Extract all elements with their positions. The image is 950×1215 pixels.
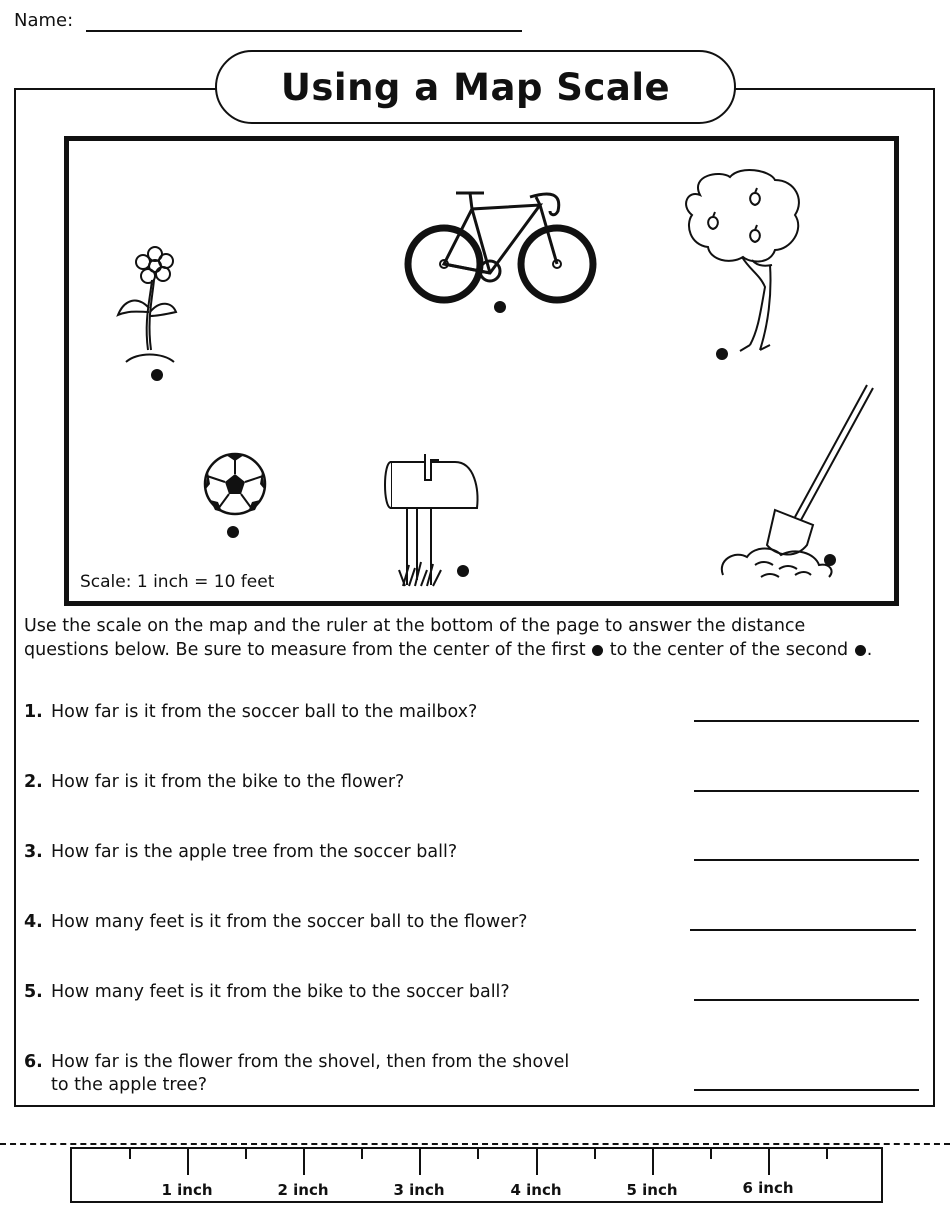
question-number: 5. (24, 982, 43, 1002)
question-text: How far is the flower from the shovel, then from the shovel (51, 1052, 570, 1072)
question-6 (24, 1051, 569, 1097)
answer-line-3[interactable] (694, 859, 919, 861)
ruler-half-tick (129, 1149, 131, 1159)
soccer-ball-icon (200, 452, 270, 542)
answer-line-5[interactable] (694, 999, 919, 1001)
ruler[interactable] (70, 1147, 883, 1203)
ruler-inch-tick (419, 1149, 421, 1175)
question-text: How far is it from the soccer ball to the mailbox? (51, 702, 478, 722)
ruler-half-tick (477, 1149, 479, 1159)
shovel-icon (715, 385, 845, 585)
question-number: 4. (24, 912, 43, 932)
question-number: 3. (24, 842, 43, 862)
mailbox-icon (385, 450, 485, 590)
cut-line (0, 1143, 950, 1145)
ruler-half-tick (594, 1149, 596, 1159)
ruler-half-tick (245, 1149, 247, 1159)
question-3 (24, 841, 457, 864)
question-text: How far is the apple tree from the soccer ball? (51, 842, 458, 862)
name-label: Name: (14, 10, 74, 31)
name-field[interactable] (86, 30, 522, 32)
question-number: 6. (24, 1052, 43, 1072)
question-number: 2. (24, 772, 43, 792)
apple-tree-icon (680, 165, 810, 365)
instructions-line-2: questions below. Be sure to measure from the center of the first (24, 640, 586, 660)
ruler-inch-tick (652, 1149, 654, 1175)
ruler-inch-tick (768, 1149, 770, 1175)
page-title (215, 50, 736, 124)
instructions-period: . (866, 640, 873, 660)
dot-symbol (592, 645, 603, 656)
ruler-half-tick (710, 1149, 712, 1159)
dot-symbol (855, 645, 866, 656)
ruler-label: 4 inch (510, 1181, 562, 1199)
ruler-label: 3 inch (393, 1181, 445, 1199)
flower-icon (112, 240, 182, 385)
ruler-inch-tick (187, 1149, 189, 1175)
question-2 (24, 771, 404, 794)
title-text: Using a Map Scale (280, 65, 671, 109)
question-5 (24, 981, 510, 1004)
question-4 (24, 911, 527, 934)
ruler-label: 2 inch (277, 1181, 329, 1199)
question-1 (24, 701, 477, 724)
answer-line-1[interactable] (694, 720, 919, 722)
question-number: 1. (24, 702, 43, 722)
answer-line-4[interactable] (690, 929, 916, 931)
ruler-label: 5 inch (626, 1181, 678, 1199)
ruler-label: 1 inch (161, 1181, 213, 1199)
question-text: How many feet is it from the soccer ball to the flower? (51, 912, 528, 932)
bicycle-icon (400, 185, 605, 315)
ruler-half-tick (826, 1149, 828, 1159)
question-text: How far is it from the bike to the flower? (51, 772, 405, 792)
ruler-label: 6 inch (742, 1179, 794, 1197)
instructions (24, 614, 934, 662)
instructions-line-1: Use the scale on the map and the ruler at the bottom of the page to answer the distance (24, 616, 806, 636)
ruler-inch-tick (536, 1149, 538, 1175)
question-text: How many feet is it from the bike to the soccer ball? (51, 982, 510, 1002)
question-text-continued: to the apple tree? (51, 1075, 208, 1095)
ruler-inch-tick (303, 1149, 305, 1175)
instructions-line-2b: to the center of the second (609, 640, 849, 660)
ruler-half-tick (361, 1149, 363, 1159)
map-scale-label: Scale: 1 inch = 10 feet (80, 572, 275, 592)
answer-line-2[interactable] (694, 790, 919, 792)
answer-line-6[interactable] (694, 1089, 919, 1091)
